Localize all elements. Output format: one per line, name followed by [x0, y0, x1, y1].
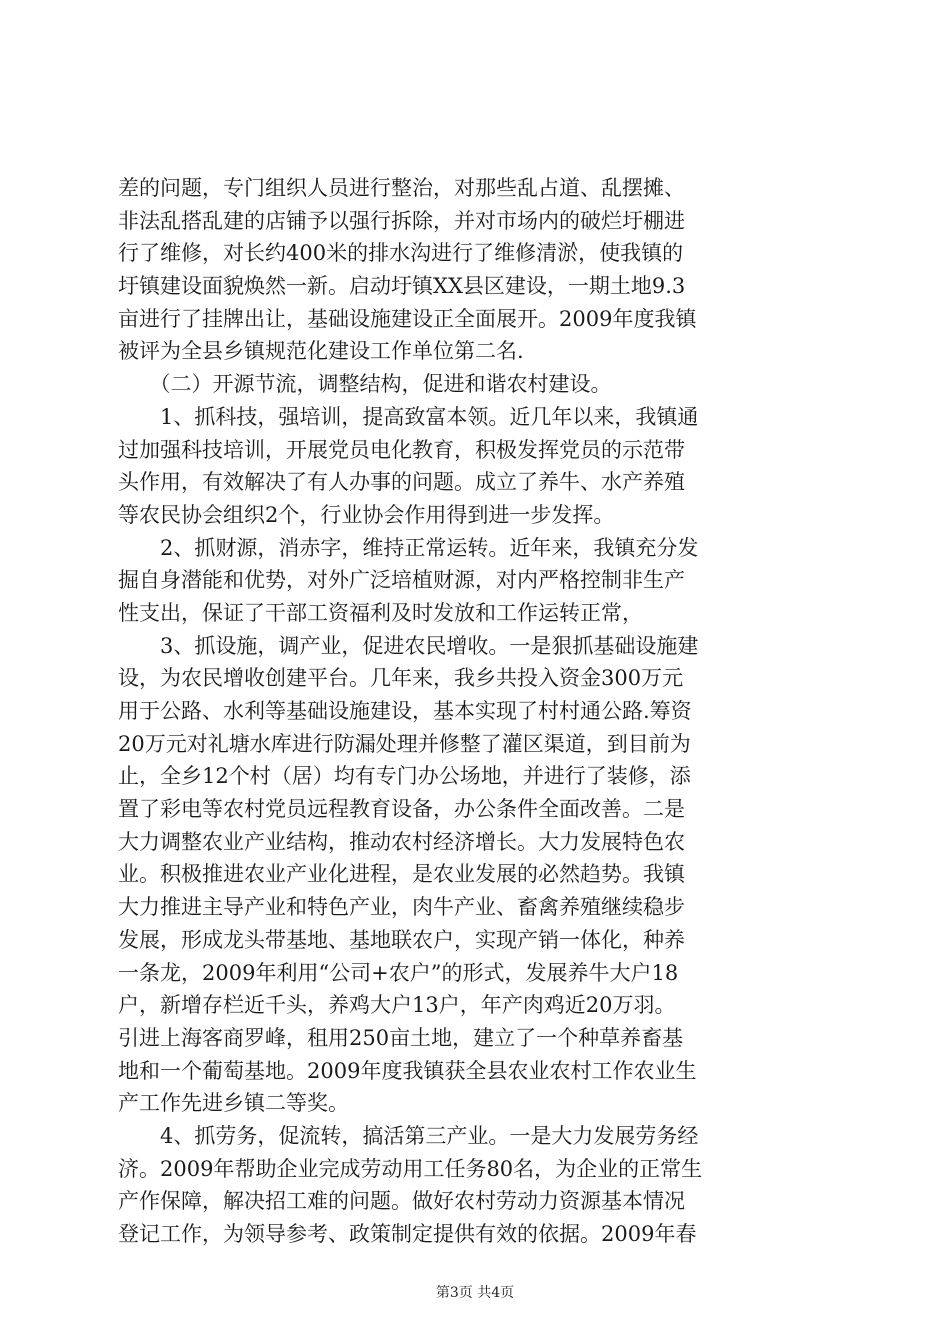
- text-line: 户，新增存栏近千头，养鸡大户13户，年产肉鸡近20万羽。: [118, 993, 676, 1018]
- text-line: 引进上海客商罗峰，租用250亩土地，建立了一个种草养畜基: [118, 1025, 684, 1050]
- text-line: 4、抓劳务，促流转，搞活第三产业。一是大力发展劳务经: [118, 1123, 699, 1148]
- text-line: 等农民协会组织2个，行业协会作用得到进一步发挥。: [118, 502, 615, 527]
- text-line: 差的问题，专门组织人员进行整治，对那些乱占道、乱摆摊、: [118, 176, 685, 200]
- text-line: 用于公路、水利等基础设施建设，基本实现了村村通公路.筹资: [118, 699, 692, 723]
- text-line: 一条龙，2009年利用“公司+农户”的形式，发展养牛大户18: [118, 960, 679, 985]
- text-line: 亩进行了挂牌出让，基础设施建设正全面展开。2009年度我镇: [118, 306, 697, 331]
- document-body: [118, 172, 832, 1251]
- text-line: 产工作先进乡镇二等奖。: [118, 1091, 349, 1116]
- text-line: 过加强科技培训，开展党员电化教育，积极发挥党员的示范带: [118, 437, 685, 462]
- text-line: 济。2009年帮助企业完成劳动用工任务80名，为企业的正常生: [118, 1156, 703, 1181]
- text-line: 行了维修，对长约400米的排水沟进行了维修清淤，使我镇的: [118, 241, 684, 266]
- text-line: 2、抓财源，消赤字，维持正常运转。近年来，我镇充分发: [118, 535, 699, 560]
- text-line: 止，全乡12个村（居）均有专门办公场地，并进行了装修，添: [118, 764, 691, 789]
- text-line: 登记工作，为领导参考、政策制定提供有效的依据。2009年春: [118, 1222, 697, 1246]
- text-line: 设，为农民增收创建平台。几年来，我乡共投入资金300万元: [118, 666, 684, 691]
- text-line: 被评为全县乡镇规范化建设工作单位第二名.: [118, 339, 524, 364]
- text-line: 产作保障，解决招工难的问题。做好农村劳动力资源基本情况: [118, 1189, 685, 1214]
- text-line: 头作用，有效解决了有人办事的问题。成立了养牛、水产养殖: [118, 470, 685, 495]
- text-line: 非法乱搭乱建的店铺予以强行拆除，并对市场内的破烂圩棚进: [118, 208, 685, 233]
- text-line: 发展，形成龙头带基地、基地联农户，实现产销一体化，种养: [118, 927, 685, 952]
- text-line: 大力推进主导产业和特色产业，肉牛产业、畜禽养殖继续稳步: [118, 895, 685, 920]
- text-line: 掘自身潜能和优势，对外广泛培植财源，对内严格控制非生产: [118, 568, 685, 593]
- page-footer: 第3页 共4页: [435, 1285, 515, 1301]
- text-line: 3、抓设施，调产业，促进农民增收。一是狠抓基础设施建: [118, 633, 699, 658]
- section-heading: （二）开源节流，调整结构，促进和谐农村建设。: [118, 372, 612, 397]
- text-line: 地和一个葡萄基地。2009年度我镇获全县农业农村工作农业生: [118, 1058, 697, 1083]
- text-line: 20万元对礼塘水库进行防漏处理并修整了灌区渠道，到目前为: [118, 731, 691, 756]
- text-line: 置了彩电等农村党员远程教育设备，办公条件全面改善。二是: [118, 797, 685, 822]
- text-line: 1、抓科技，强培训，提高致富本领。近几年以来，我镇通: [118, 404, 699, 429]
- text-line: 性支出，保证了干部工资福利及时发放和工作运转正常，: [118, 600, 643, 625]
- text-line: 业。积极推进农业产业化进程，是农业发展的必然趋势。我镇: [118, 862, 685, 887]
- text-line: 圩镇建设面貌焕然一新。启动圩镇XX县区建设，一期土地9.3: [118, 274, 686, 299]
- text-line: 大力调整农业产业结构，推动农村经济增长。大力发展特色农: [118, 829, 685, 854]
